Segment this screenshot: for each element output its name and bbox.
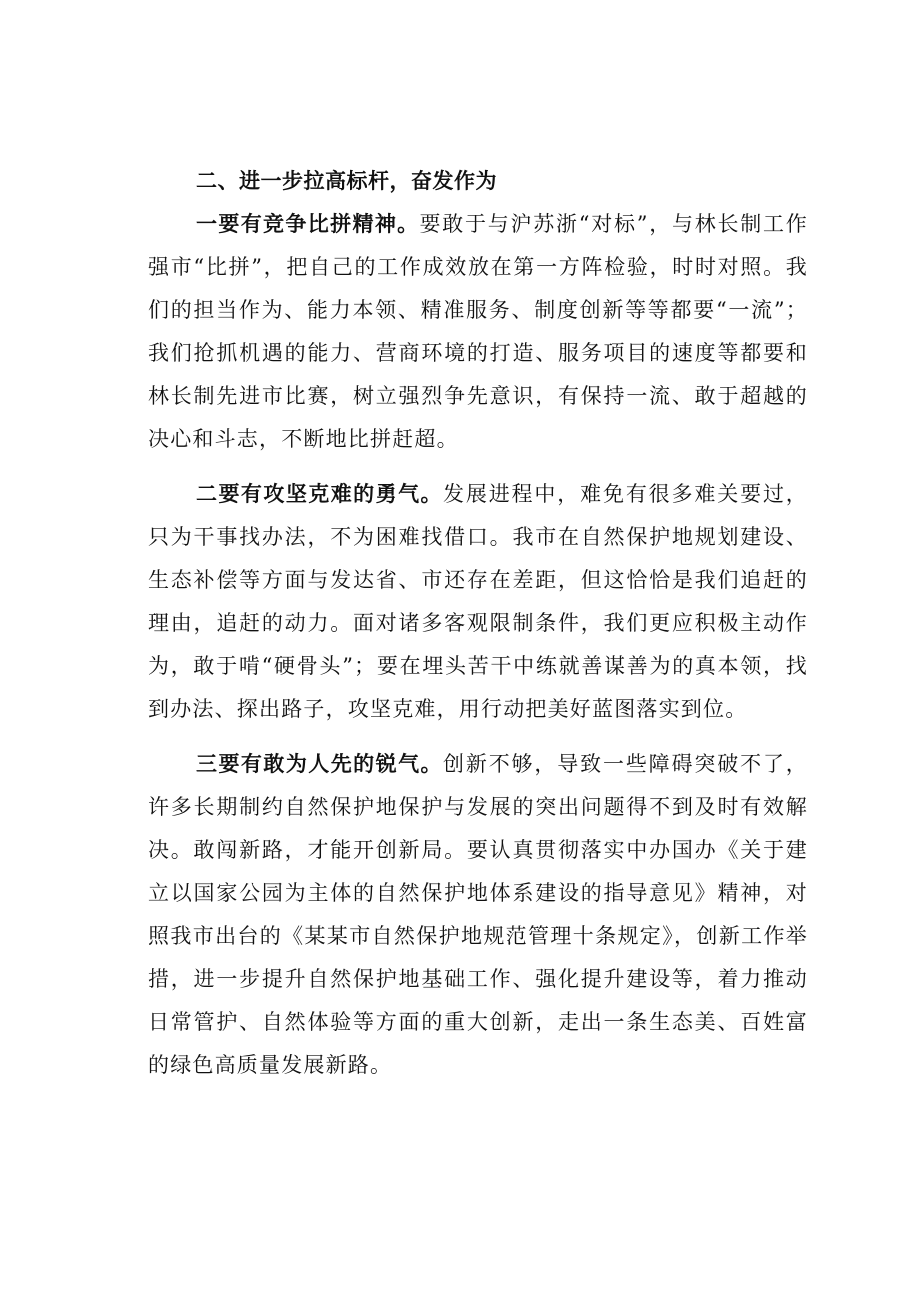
paragraph-overcome-difficulties <box>148 473 808 731</box>
paragraph-lead: 二要有攻坚克难的勇气。 <box>196 482 443 506</box>
paragraph-body: 发展进程中，难免有很多难关要过，只为干事找办法，不为困难找借口。我市在自然保护地规划建设、生态补偿等方面与发达省、市还存在差距，但这恰恰是我们追赶的理由，追赶的动力。面对诸多客观限制条件，我们更应积极主动作为，敢于啃“硬骨头”；要在埋头苦干中练就善谋善为的真本领，找到办法、探出路子，攻坚克难，用行动把美好蓝图落实到位。 <box>148 482 808 721</box>
paragraph-body: 创新不够，导致一些障碍突破不了，许多长期制约自然保护地保护与发展的突出问题得不到及时有效解决。敢闯新路，才能开创新局。要认真贯彻落实中办国办《关于建立以国家公园为主体的自然保护地体系建设的指导意见》精神，对照我市出台的《某某市自然保护地规范管理十条规定》，创新工作举措，进一步提升自然保护地基础工作、强化提升建设等，着力推动日常管护、自然体验等方面的重大创新，走出一条生态美、百姓富的绿色高质量发展新路。 <box>148 752 808 1077</box>
paragraph-body: 要敢于与沪苏浙“对标”，与林长制工作强市“比拼”，把自己的工作成效放在第一方阵检验，时时对照。我们的担当作为、能力本领、精准服务、制度创新等等都要“一流”；我们抢抓机遇的能力、营商环境的打造、服务项目的速度等都要和林长制先进市比赛，树立强烈争先意识，有保持一流、敢于超越的决心和斗志，不断地比拼赶超。 <box>148 212 808 451</box>
paragraph-pioneering <box>148 743 808 1087</box>
section-heading: 二、进一步拉高标杆，奋发作为 <box>196 169 497 193</box>
document-body <box>148 160 808 1087</box>
paragraph-competition <box>148 203 808 461</box>
paragraph-lead: 三要有敢为人先的锐气。 <box>196 752 443 776</box>
paragraph-lead: 一要有竞争比拼精神。 <box>196 212 420 236</box>
